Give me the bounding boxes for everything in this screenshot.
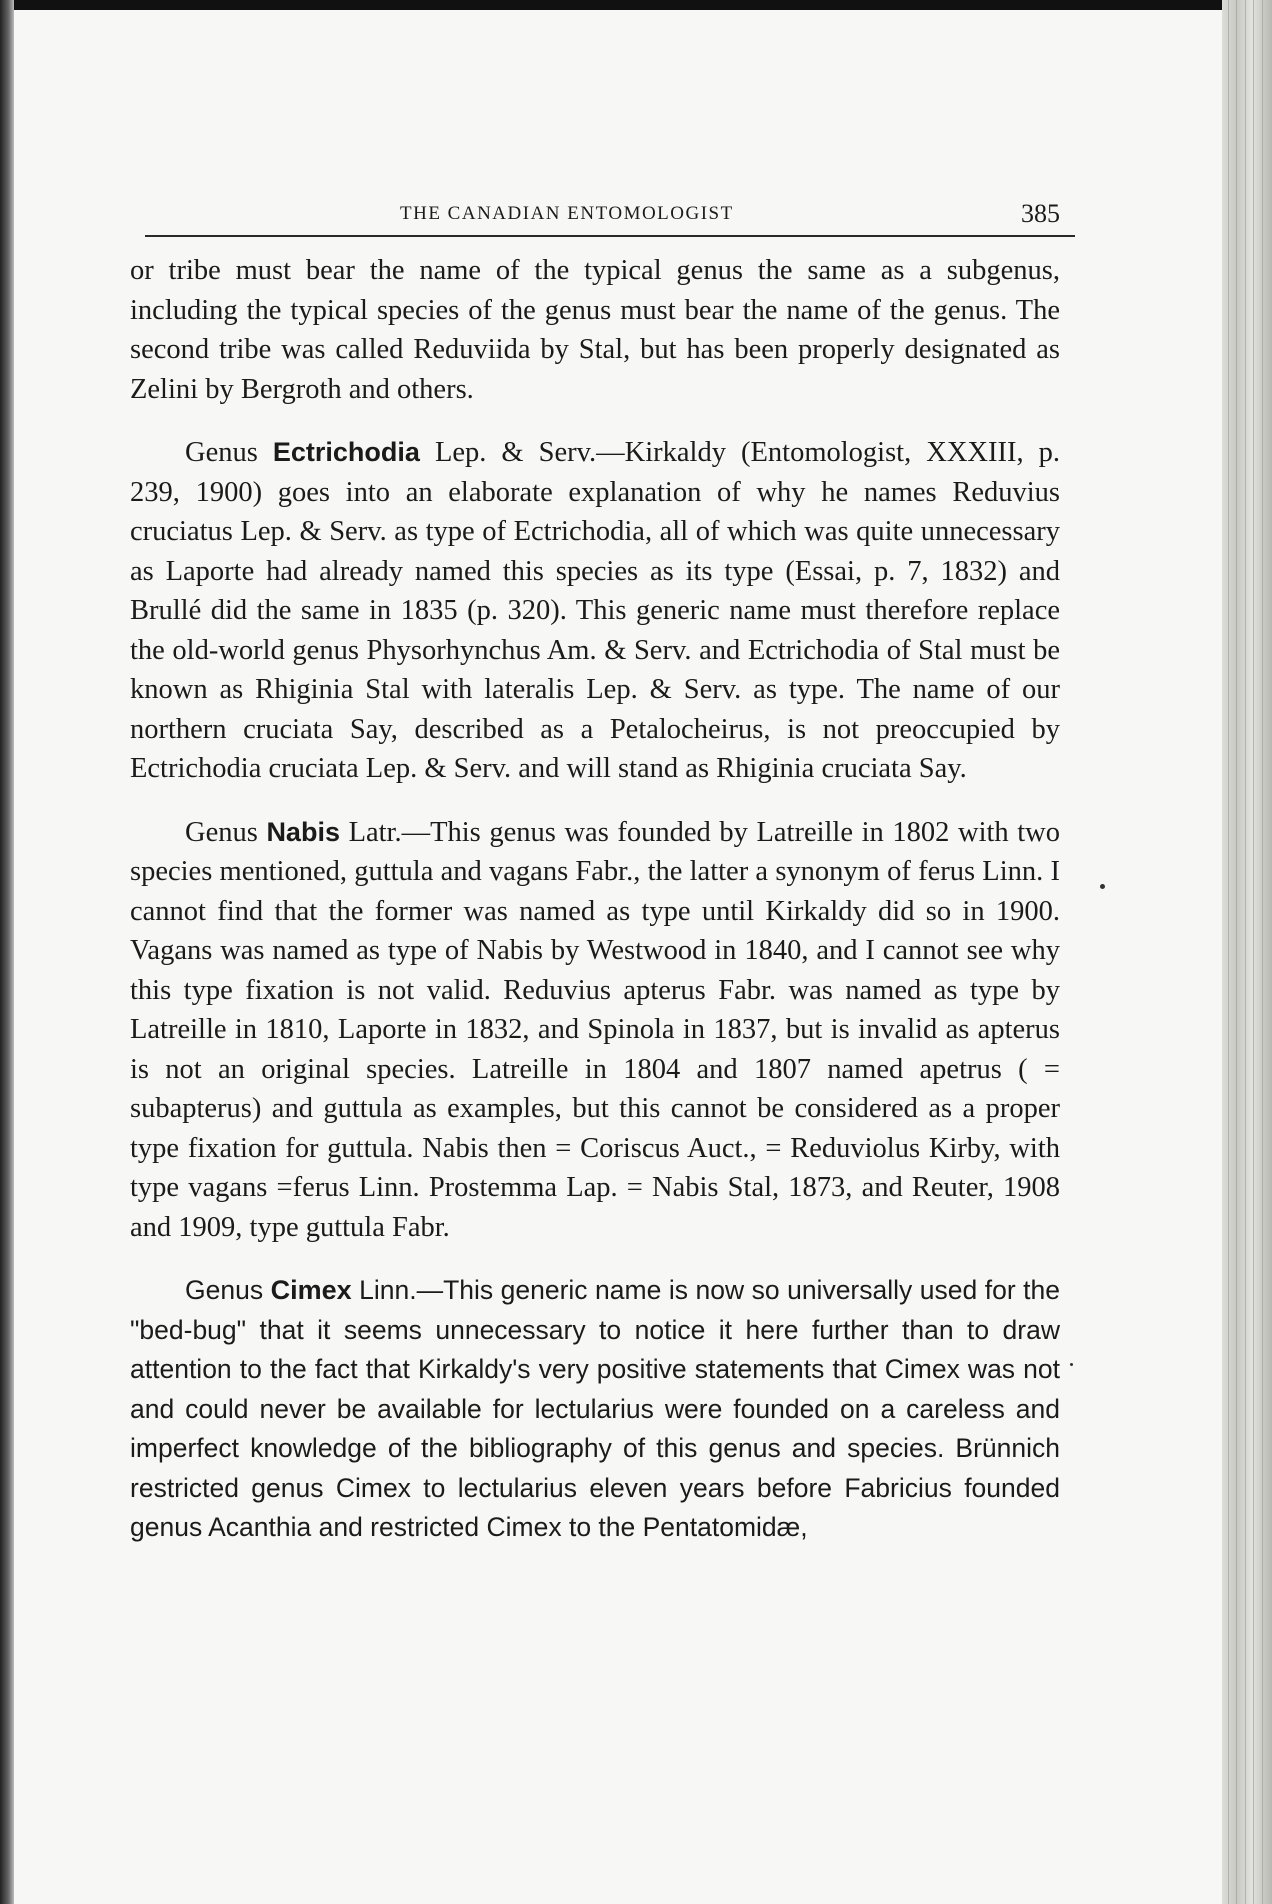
running-head: THE CANADIAN ENTOMOLOGIST <box>400 203 734 224</box>
paragraph-nabis <box>130 813 1060 1248</box>
paragraph-intro: or tribe must bear the name of the typical genus the same as a subgenus, including the typical species of the genus must bear the name of the genus. The second tribe was called Reduviida by Stal, but has been properly designated as Zelini by Bergroth and others. <box>130 255 1060 405</box>
body-text <box>130 251 1060 1548</box>
paragraph-cimex <box>130 1271 1060 1548</box>
page-edge-line <box>1236 0 1237 1904</box>
genus-lead: Genus <box>185 437 273 468</box>
header-rule <box>145 235 1075 237</box>
page-edge-line <box>1262 0 1263 1904</box>
genus-heading-nabis: Nabis <box>266 816 340 847</box>
page-content <box>130 195 1070 1572</box>
page-stack-edge <box>1222 0 1272 1904</box>
page-header <box>130 195 1070 237</box>
paragraph-ectrichodia <box>130 433 1060 789</box>
paragraph-text: Latr.—This genus was founded by Latreille in 1802 with two species mentioned, guttula and vagans Fabr., the latter a synonym of ferus Linn. I cannot find that the former was named as type until Kirkaldy did so in 1900. Vagans was named as type of Nabis by Westwood in 1840, and I cannot see why this type fixation is not valid. Reduvius apterus Fabr. was named as type by Latreille in 1810, Laporte in 1832, and Spinola in 1837, but is invalid as apterus is not an original species. Latreille in 1804 and 1807 named apetrus ( = subapterus) and guttula as examples, but this cannot be considered as a proper type fixation for guttula. Nabis then = Coriscus Auct., = Reduviolus Kirby, with type vagans =ferus Linn. Prostemma Lap. = Nabis Stal, 1873, and Reuter, 1908 and 1909, type guttula Fabr. <box>130 816 1061 1243</box>
genus-lead: Genus <box>185 816 267 848</box>
scan-top-edge <box>0 0 1272 10</box>
page-number: 385 <box>1021 199 1060 228</box>
page-edge-line <box>1245 0 1246 1904</box>
paragraph-text: Lep. & Serv.—Kirkaldy (Entomologist, XXXIII, p. 239, 1900) goes into an elaborate explanation of why he names Reduvius cruciatus Lep. & Serv. as type of Ectrichodia, all of which was quite unnecessary as Laporte had already named this species as its type (Essai, p. 7, 1832) and Brullé did the same in 1835 (p. 320). This generic name must therefore replace the old-world genus Physorhynchus Am. & Serv. and Ectrichodia of Stal must be known as Rhiginia Stal with lateralis Lep. & Serv. as type. The name of our northern cruciata Say, described as a Petalocheirus, is not preoccupied by Ectrichodia cruciata Lep. & Serv. and will stand as Rhiginia cruciata Say. <box>130 437 1060 784</box>
ink-speck <box>1100 884 1105 889</box>
page-edge-line <box>1253 0 1254 1904</box>
book-spine-shadow <box>0 0 14 1904</box>
page-edge-line <box>1228 0 1229 1904</box>
genus-heading-ectrichodia: Ectrichodia <box>272 437 420 467</box>
ink-speck <box>1070 1363 1073 1366</box>
genus-heading-cimex: Cimex <box>270 1275 352 1305</box>
paragraph-text: Linn.—This generic name is now so universally used for the "bed-bug" that it seems unnecessary to notice it here further than to draw attention to the fact that Kirkaldy's very positive statements that Cimex was not and could never be available for lectularius were founded on a careless and imperfect knowledge of the bibliography of this genus and species. Brünnich restricted genus Cimex to lectularius eleven years before Fabricius founded genus Acanthia and restricted Cimex to the Pentatomidæ, <box>130 1275 1060 1542</box>
genus-lead: Genus <box>185 1275 271 1305</box>
